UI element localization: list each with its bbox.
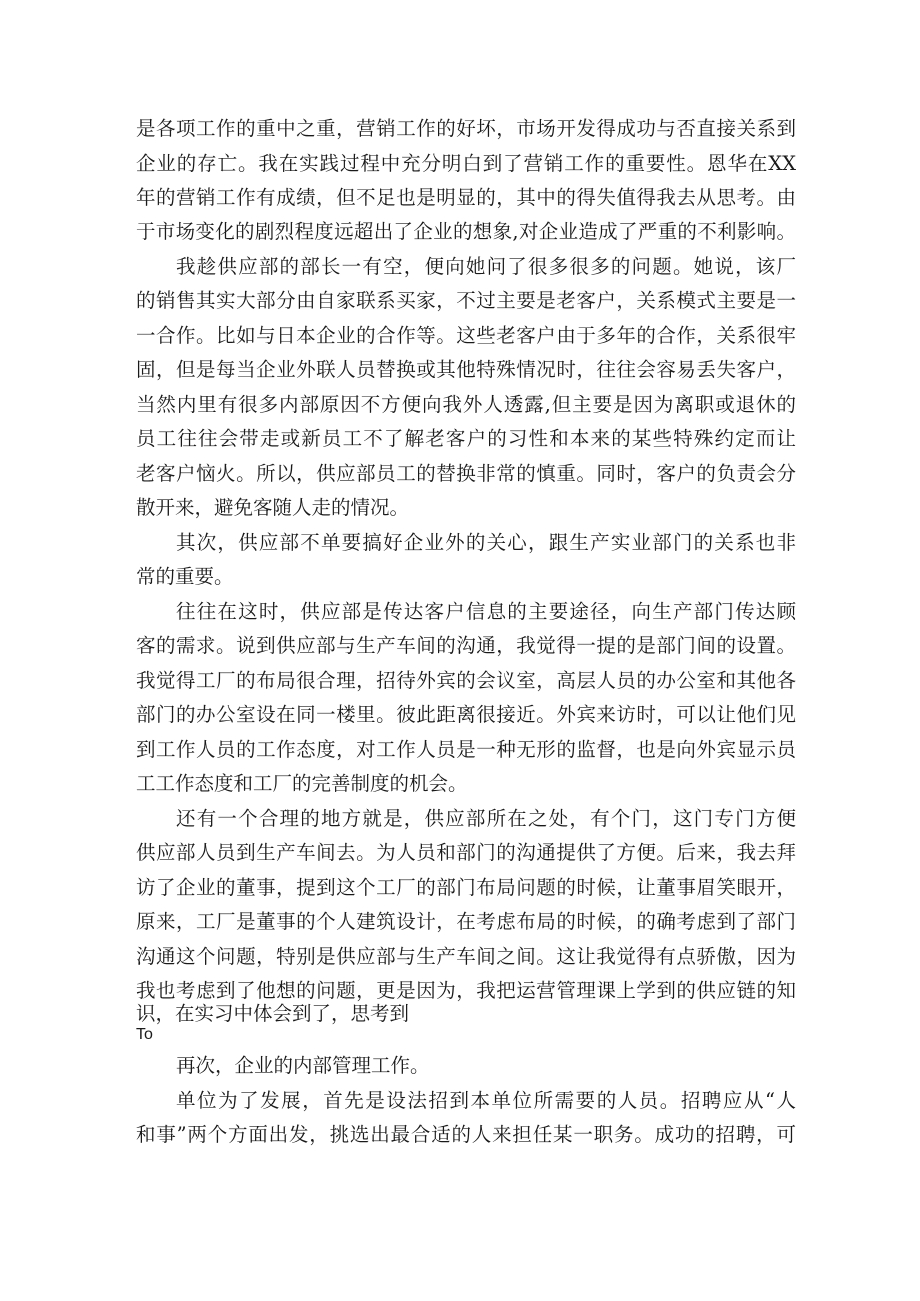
text-line: 是各项工作的重中之重，营销工作的好坏，市场开发得成功与否直接关系到 (136, 117, 796, 140)
text-line: 老客户恼火。所以，供应部员工的替换非常的慎重。同时，客户的负责会分 (136, 462, 796, 485)
text-line: 散开来，避免客随人走的情况。 (136, 496, 410, 519)
stray-latin-text: To (136, 1026, 153, 1043)
text-line: 常的重要。 (136, 565, 234, 588)
text-line: 原来，工厂是董事的个人建筑设计，在考虑布局的时候，的确考虑到了部门 (136, 910, 796, 933)
paragraph-first-line: 还有一个合理的地方就是，供应部所在之处，有个门，这门专门方便 (176, 807, 796, 830)
paragraph-first-line: 我趁供应部的部长一有空，便向她问了很多很多的问题。她说，该厂 (176, 255, 796, 278)
paragraph-first-line: 其次，供应部不单要搞好企业外的关心，跟生产实业部门的关系也非 (176, 531, 796, 554)
text-line: 访了企业的董事，提到这个工厂的部门布局问题的时候，让董事眉笑眼开， (136, 876, 796, 899)
text-line: 于市场变化的剧烈程度远超出了企业的想象,对企业造成了严重的不利影响。 (136, 220, 796, 243)
text-line: 一合作。比如与日本企业的合作等。这些老客户由于多年的合作，关系很牢 (136, 324, 796, 347)
paragraph-first-line: 往往在这时，供应部是传达客户信息的主要途径，向生产部门传达顾 (176, 600, 796, 623)
text-line: 客的需求。说到供应部与生产车间的沟通，我觉得一提的是部门间的设置。 (136, 634, 796, 657)
text-line: 我也考虑到了他想的问题，更是因为，我把运营管理课上学到的供应链的知 (136, 979, 796, 1002)
text-line: 固，但是每当企业外联人员替换或其他特殊情况时，往往会容易丢失客户， (136, 358, 796, 381)
text-line: 沟通这个问题，特别是供应部与生产车间之间。这让我觉得有点骄傲，因为 (136, 945, 796, 968)
text-line: 工工作态度和工厂的完善制度的机会。 (136, 772, 468, 795)
paragraph-first-line: 再次，企业的内部管理工作。 (176, 1054, 430, 1077)
paragraph-first-line: 单位为了发展，首先是设法招到本单位所需要的人员。招聘应从“人 (176, 1089, 796, 1112)
text-line: 到工作人员的工作态度，对工作人员是一种无形的监督，也是向外宾显示员 (136, 738, 796, 761)
text-line: 和事”两个方面出发，挑选出最合适的人来担任某一职务。成功的招聘，可 (136, 1123, 796, 1146)
text-line: 企业的存亡。我在实践过程中充分明白到了营销工作的重要性。恩华在XX (136, 152, 796, 175)
text-line: 当然内里有很多内部原因不方便向我外人透露,但主要是因为离职或退休的 (136, 393, 796, 416)
text-line: 我觉得工厂的布局很合理，招待外宾的会议室，高层人员的办公室和其他各 (136, 669, 796, 692)
text-line: 部门的办公室设在同一楼里。彼此距离很接近。外宾来访时，可以让他们见 (136, 703, 796, 726)
text-line: 年的营销工作有成绩，但不足也是明显的，其中的得失值得我去从思考。由 (136, 186, 796, 209)
text-line: 识，在实习中体会到了，思考到 (136, 1002, 410, 1025)
text-line: 员工往往会带走或新员工不了解老客户的习性和本来的某些特殊约定而让 (136, 427, 796, 450)
text-line: 的销售其实大部分由自家联系买家，不过主要是老客户，关系模式主要是一 (136, 289, 796, 312)
text-line: 供应部人员到生产车间去。为人员和部门的沟通提供了方便。后来，我去拜 (136, 841, 796, 864)
